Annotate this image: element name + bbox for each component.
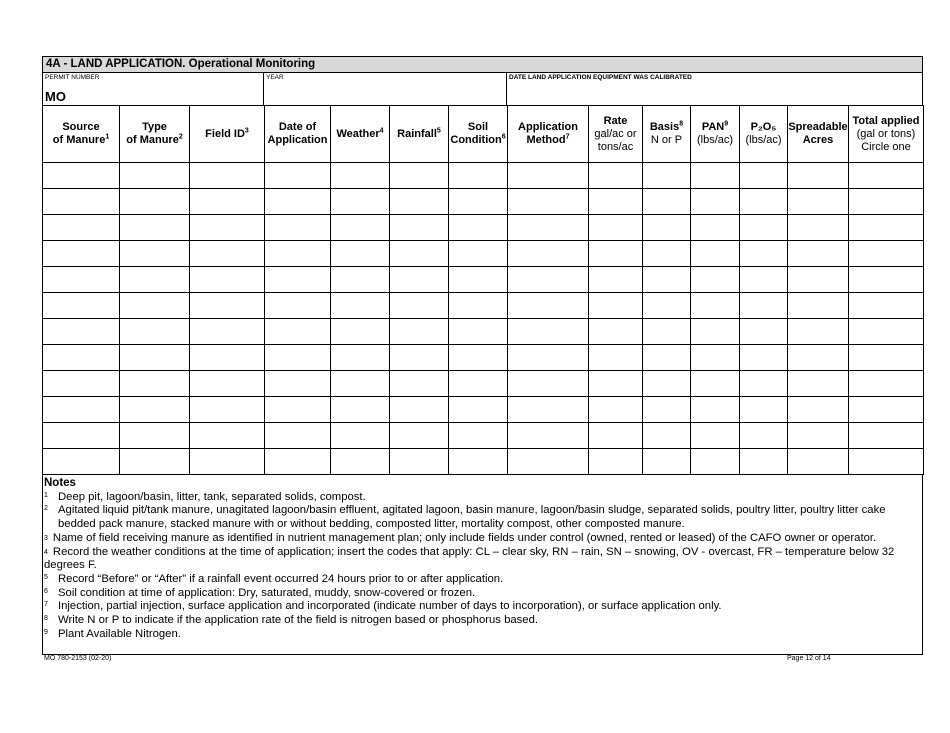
table-cell[interactable] — [390, 215, 449, 241]
table-cell[interactable] — [849, 163, 924, 189]
table-cell[interactable] — [788, 163, 849, 189]
table-cell[interactable] — [643, 371, 691, 397]
table-cell[interactable] — [691, 241, 740, 267]
table-cell[interactable] — [788, 449, 849, 475]
table-cell[interactable] — [43, 397, 120, 423]
note-9: 9 Plant Available Nitrogen. — [44, 627, 181, 640]
note-6: 6 Soil condition at time of application: Dry, saturated, muddy, snow-covered or frozen. — [44, 586, 476, 599]
table-cell[interactable] — [643, 293, 691, 319]
table-cell[interactable] — [265, 371, 331, 397]
table-cell[interactable] — [331, 449, 390, 475]
table-cell[interactable] — [449, 319, 508, 345]
table-cell[interactable] — [265, 319, 331, 345]
table-cell[interactable] — [120, 423, 190, 449]
table-cell[interactable] — [740, 319, 788, 345]
table-cell[interactable] — [691, 423, 740, 449]
table-cell[interactable] — [390, 371, 449, 397]
table-row — [43, 293, 924, 319]
table-cell[interactable] — [43, 423, 120, 449]
table-cell[interactable] — [449, 371, 508, 397]
calibration-date-label: DATE LAND APPLICATION EQUIPMENT WAS CALIBRATED — [509, 74, 692, 81]
table-cell[interactable] — [43, 319, 120, 345]
permit-info-row — [42, 73, 923, 105]
table-cell[interactable] — [449, 293, 508, 319]
col-p2o5: P₂O₅ (lbs/ac) — [740, 106, 788, 163]
application-table — [42, 105, 924, 475]
table-cell[interactable] — [120, 293, 190, 319]
table-cell[interactable] — [643, 241, 691, 267]
permit-number-value: MO — [45, 89, 66, 104]
table-cell[interactable] — [589, 215, 643, 241]
table-cell[interactable] — [740, 293, 788, 319]
year-cell[interactable] — [264, 73, 507, 105]
table-cell[interactable] — [390, 241, 449, 267]
table-cell[interactable] — [190, 163, 265, 189]
table-cell[interactable] — [43, 215, 120, 241]
table-cell[interactable] — [265, 163, 331, 189]
table-cell[interactable] — [508, 423, 589, 449]
table-cell[interactable] — [331, 267, 390, 293]
table-cell[interactable] — [643, 345, 691, 371]
table-row — [43, 163, 924, 189]
table-cell[interactable] — [691, 345, 740, 371]
table-cell[interactable] — [508, 163, 589, 189]
table-cell[interactable] — [788, 241, 849, 267]
table-cell[interactable] — [589, 345, 643, 371]
table-cell[interactable] — [508, 371, 589, 397]
table-cell[interactable] — [508, 449, 589, 475]
table-cell[interactable] — [589, 397, 643, 423]
table-cell[interactable] — [190, 293, 265, 319]
note-2: 2 Agitated liquid pit/tank manure, unagitated lagoon/basin effluent, agitated lagoon, basin manure, lagoon/basin sludge, separated solids, poultry litter, poultry litter cake bedded pack manure, stacked manure with or without bedding, composted litter, mortality compost, other composted manure. — [44, 504, 886, 531]
table-row — [43, 241, 924, 267]
col-type-of-manure: Type of Manure$^2$ — [120, 106, 190, 163]
table-row — [43, 189, 924, 215]
table-row — [43, 345, 924, 371]
table-cell[interactable] — [120, 319, 190, 345]
table-cell[interactable] — [265, 241, 331, 267]
table-cell[interactable] — [788, 397, 849, 423]
table-cell[interactable] — [43, 449, 120, 475]
table-cell[interactable] — [740, 241, 788, 267]
table-cell[interactable] — [190, 215, 265, 241]
table-cell[interactable] — [788, 319, 849, 345]
table-cell[interactable] — [849, 215, 924, 241]
table-cell[interactable] — [390, 267, 449, 293]
note-5: 5 Record “Before” or “After” if a rainfall event occurred 24 hours prior to or after application. — [44, 572, 504, 585]
table-cell[interactable] — [691, 319, 740, 345]
table-cell[interactable] — [449, 215, 508, 241]
col-pan: PAN$^9$ (lbs/ac) — [691, 106, 740, 163]
land-application-form — [42, 56, 923, 655]
table-cell[interactable] — [449, 189, 508, 215]
table-cell[interactable] — [331, 371, 390, 397]
table-cell[interactable] — [508, 397, 589, 423]
table-cell[interactable] — [788, 215, 849, 241]
permit-number-cell[interactable] — [43, 73, 264, 105]
table-cell[interactable] — [190, 423, 265, 449]
table-cell[interactable] — [190, 189, 265, 215]
notes-section — [42, 475, 923, 655]
table-cell[interactable] — [849, 449, 924, 475]
table-cell[interactable] — [643, 215, 691, 241]
col-soil-condition: Soil Condition$^6$ — [449, 106, 508, 163]
col-basis: Basis$^8$ N or P — [643, 106, 691, 163]
table-cell[interactable] — [643, 267, 691, 293]
table-cell[interactable] — [120, 189, 190, 215]
note-1: 1 Deep pit, lagoon/basin, litter, tank, separated solids, compost. — [44, 490, 366, 503]
col-rate: Rate gal/ac or tons/ac — [589, 106, 643, 163]
table-cell[interactable] — [740, 267, 788, 293]
table-cell[interactable] — [691, 163, 740, 189]
table-cell[interactable] — [788, 371, 849, 397]
table-cell[interactable] — [331, 319, 390, 345]
table-cell[interactable] — [265, 345, 331, 371]
table-cell[interactable] — [849, 397, 924, 423]
table-cell[interactable] — [589, 319, 643, 345]
table-cell[interactable] — [691, 449, 740, 475]
table-cell[interactable] — [691, 215, 740, 241]
table-cell[interactable] — [508, 189, 589, 215]
table-cell[interactable] — [643, 163, 691, 189]
table-cell[interactable] — [190, 241, 265, 267]
table-header-row — [43, 106, 924, 163]
table-cell[interactable] — [331, 163, 390, 189]
table-cell[interactable] — [449, 423, 508, 449]
table-cell[interactable] — [120, 397, 190, 423]
note-7: 7 Injection, partial injection, surface application and incorporated (indicate number of days to incorporation), or surface application only. — [44, 600, 722, 613]
permit-number-label: PERMIT NUMBER — [45, 74, 100, 81]
table-cell[interactable] — [589, 267, 643, 293]
table-cell[interactable] — [740, 423, 788, 449]
table-cell[interactable] — [43, 345, 120, 371]
note-4: $^4$ Record the weather conditions at the time of application; insert the codes that apply: CL – clear sky, RN – rain, SN – snowing, OV - overcast, FR – temperature below 32 degrees F. — [44, 545, 895, 572]
form-title: 4A - LAND APPLICATION. Operational Monitoring — [42, 56, 923, 73]
table-cell[interactable] — [120, 267, 190, 293]
col-field-id: Field $ID^3$ — [190, 106, 265, 163]
table-cell[interactable] — [43, 189, 120, 215]
table-cell[interactable] — [691, 189, 740, 215]
table-cell[interactable] — [589, 163, 643, 189]
table-cell[interactable] — [190, 319, 265, 345]
table-cell[interactable] — [190, 345, 265, 371]
table-cell[interactable] — [589, 293, 643, 319]
table-cell[interactable] — [589, 241, 643, 267]
table-cell[interactable] — [788, 293, 849, 319]
table-cell[interactable] — [740, 189, 788, 215]
table-cell[interactable] — [265, 423, 331, 449]
table-cell[interactable] — [265, 189, 331, 215]
table-cell[interactable] — [508, 241, 589, 267]
table-cell[interactable] — [788, 345, 849, 371]
table-cell[interactable] — [643, 189, 691, 215]
table-cell[interactable] — [390, 163, 449, 189]
table-cell[interactable] — [265, 215, 331, 241]
table-cell[interactable] — [449, 267, 508, 293]
table-cell[interactable] — [849, 189, 924, 215]
table-row — [43, 397, 924, 423]
table-cell[interactable] — [740, 215, 788, 241]
note-8: 8 Write N or P to indicate if the application rate of the field is nitrogen based or phosphorus based. — [44, 614, 538, 627]
table-cell[interactable] — [331, 423, 390, 449]
notes-title: Notes — [44, 477, 76, 489]
table-cell[interactable] — [449, 449, 508, 475]
table-cell[interactable] — [331, 189, 390, 215]
table-cell[interactable] — [449, 241, 508, 267]
col-weather: Weather$^4$ — [331, 106, 390, 163]
table-cell[interactable] — [740, 397, 788, 423]
table-cell[interactable] — [508, 267, 589, 293]
col-spreadable-acres: Spreadable Acres — [788, 106, 849, 163]
table-cell[interactable] — [331, 345, 390, 371]
table-cell[interactable] — [691, 371, 740, 397]
table-row — [43, 449, 924, 475]
table-cell[interactable] — [589, 423, 643, 449]
table-cell[interactable] — [643, 397, 691, 423]
table-cell[interactable] — [788, 423, 849, 449]
page-number: Page 12 of 14 — [787, 655, 831, 662]
table-row — [43, 371, 924, 397]
table-cell[interactable] — [120, 215, 190, 241]
col-application-method: Application Method$^7$ — [508, 106, 589, 163]
table-cell[interactable] — [120, 241, 190, 267]
table-cell[interactable] — [740, 449, 788, 475]
table-cell[interactable] — [331, 293, 390, 319]
table-cell[interactable] — [740, 163, 788, 189]
table-cell[interactable] — [691, 293, 740, 319]
table-cell[interactable] — [788, 267, 849, 293]
table-cell[interactable] — [788, 189, 849, 215]
table-cell[interactable] — [643, 449, 691, 475]
table-cell[interactable] — [849, 241, 924, 267]
table-cell[interactable] — [849, 319, 924, 345]
table-row — [43, 319, 924, 345]
table-cell[interactable] — [691, 267, 740, 293]
table-cell[interactable] — [390, 397, 449, 423]
table-cell[interactable] — [43, 267, 120, 293]
table-cell[interactable] — [190, 267, 265, 293]
table-cell[interactable] — [449, 163, 508, 189]
year-label: YEAR — [266, 74, 284, 81]
table-cell[interactable] — [390, 449, 449, 475]
calibration-date-cell[interactable] — [507, 73, 922, 105]
table-row — [43, 267, 924, 293]
table-cell[interactable] — [265, 267, 331, 293]
table-cell[interactable] — [849, 423, 924, 449]
table-cell[interactable] — [849, 371, 924, 397]
table-cell[interactable] — [740, 345, 788, 371]
table-cell[interactable] — [43, 371, 120, 397]
table-cell[interactable] — [331, 397, 390, 423]
table-cell[interactable] — [43, 163, 120, 189]
table-row — [43, 423, 924, 449]
table-cell[interactable] — [390, 345, 449, 371]
table-cell[interactable] — [508, 293, 589, 319]
col-total-applied: Total applied (gal or tons) Circle one — [849, 106, 924, 163]
table-cell[interactable] — [190, 449, 265, 475]
col-date-of-application: Date of Application — [265, 106, 331, 163]
table-cell[interactable] — [190, 397, 265, 423]
table-cell[interactable] — [589, 449, 643, 475]
table-cell[interactable] — [691, 397, 740, 423]
table-cell[interactable] — [190, 371, 265, 397]
table-cell[interactable] — [449, 397, 508, 423]
table-cell[interactable] — [589, 189, 643, 215]
table-cell[interactable] — [390, 423, 449, 449]
table-cell[interactable] — [331, 215, 390, 241]
table-body — [43, 163, 924, 475]
table-cell[interactable] — [589, 371, 643, 397]
table-cell[interactable] — [120, 345, 190, 371]
table-cell[interactable] — [643, 423, 691, 449]
table-cell[interactable] — [120, 371, 190, 397]
table-cell[interactable] — [331, 241, 390, 267]
table-cell[interactable] — [390, 189, 449, 215]
table-cell[interactable] — [120, 449, 190, 475]
table-cell[interactable] — [390, 319, 449, 345]
table-cell[interactable] — [849, 345, 924, 371]
col-source-of-manure: Source of Manure$^1$ — [43, 106, 120, 163]
table-cell[interactable] — [849, 293, 924, 319]
col-rainfall: Rainfall$^5$ — [390, 106, 449, 163]
table-cell[interactable] — [449, 345, 508, 371]
table-cell[interactable] — [849, 267, 924, 293]
table-cell[interactable] — [390, 293, 449, 319]
table-cell[interactable] — [508, 345, 589, 371]
table-cell[interactable] — [43, 241, 120, 267]
note-3: $^3$ Name of field receiving manure as identified in nutrient management plan; only include fields under control (owned, rented or leased) of the CAFO owner or operator. — [44, 531, 877, 544]
table-cell[interactable] — [740, 371, 788, 397]
table-cell[interactable] — [508, 215, 589, 241]
table-cell[interactable] — [265, 397, 331, 423]
table-cell[interactable] — [508, 319, 589, 345]
table-cell[interactable] — [265, 449, 331, 475]
table-cell[interactable] — [643, 319, 691, 345]
form-id: MO 780-2153 (02-20) — [44, 655, 112, 662]
table-cell[interactable] — [265, 293, 331, 319]
table-cell[interactable] — [120, 163, 190, 189]
table-row — [43, 215, 924, 241]
table-cell[interactable] — [43, 293, 120, 319]
